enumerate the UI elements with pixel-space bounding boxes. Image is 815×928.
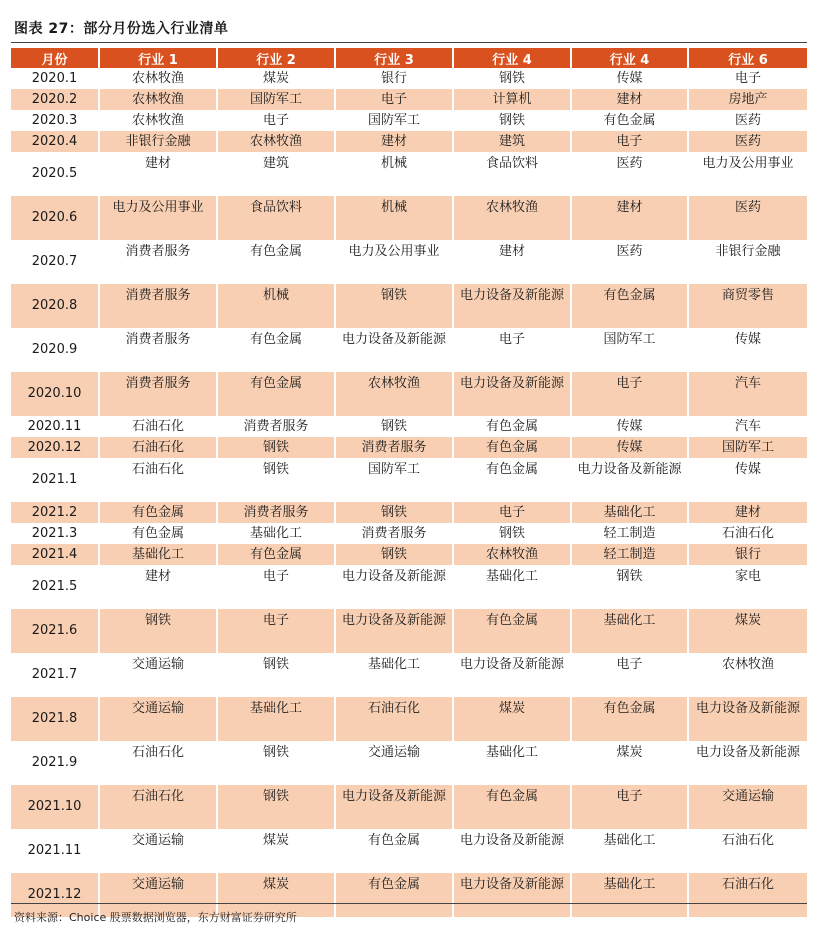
industry-cell: 机械 [336, 152, 454, 196]
industry-cell: 石油石化 [721, 526, 774, 541]
industry-cell: 有色金属 [100, 502, 218, 523]
industry-cell: 电力设备及新能源 [454, 653, 572, 697]
header-industry-3: 行业 3 [336, 48, 454, 68]
month-cell: 2020.5 [11, 152, 100, 196]
month-cell: 2021.2 [11, 502, 100, 523]
industry-cell: 石油石化 [721, 833, 774, 848]
industry-cell: 消费者服务 [100, 284, 218, 328]
month-cell: 2021.6 [11, 609, 100, 653]
industry-cell: 钢铁 [336, 416, 454, 437]
industry-cell: 石油石化 [100, 437, 218, 458]
industry-cell: 有色金属 [454, 416, 572, 437]
industry-cell: 基础化工 [572, 829, 689, 873]
header-industry-6: 行业 6 [689, 48, 807, 68]
industry-cell: 交通运输 [689, 785, 807, 829]
table-row [11, 829, 807, 873]
industry-cell: 建筑 [454, 131, 572, 152]
table-row [11, 785, 807, 829]
industry-cell: 银行 [689, 544, 807, 565]
month-cell: 2020.1 [11, 68, 100, 89]
industry-cell: 农林牧渔 [100, 68, 218, 89]
industry-cell: 交通运输 [336, 741, 454, 785]
table-row [11, 565, 807, 609]
table-row [11, 544, 807, 565]
industry-cell: 钢铁 [454, 523, 572, 544]
industry-cell: 基础化工 [572, 502, 689, 523]
industry-cell: 电子 [454, 328, 572, 372]
industry-cell: 医药 [689, 196, 807, 240]
industry-cell: 消费者服务 [100, 372, 218, 416]
table-row [11, 741, 807, 785]
industry-cell: 电力设备及新能源 [454, 873, 572, 917]
industry-cell: 基础化工 [100, 544, 218, 565]
industry-cell: 传媒 [734, 462, 761, 477]
industry-cell: 有色金属 [218, 328, 336, 372]
industry-cell: 电力及公用事业 [336, 240, 454, 284]
industry-cell: 电子 [218, 609, 336, 653]
industry-cell: 交通运输 [100, 697, 218, 741]
industry-cell: 汽车 [734, 419, 761, 434]
industry-cell: 轻工制造 [572, 523, 689, 544]
industry-cell: 电力设备及新能源 [695, 745, 800, 760]
industry-cell: 基础化工 [336, 653, 454, 697]
industry-cell: 建材 [689, 502, 807, 523]
industry-cell: 电力及公用事业 [100, 196, 218, 240]
industry-cell: 煤炭 [218, 829, 336, 873]
table-row [11, 697, 807, 741]
industry-cell: 基础化工 [218, 697, 336, 741]
month-cell: 2020.9 [11, 328, 100, 372]
industry-cell: 消费者服务 [218, 416, 336, 437]
industry-cell: 有色金属 [336, 873, 454, 917]
month-cell: 2021.8 [11, 697, 100, 741]
industry-table [11, 48, 807, 917]
industry-cell: 石油石化 [689, 873, 807, 917]
month-cell: 2020.11 [11, 416, 100, 437]
month-cell: 2020.12 [11, 437, 100, 458]
industry-cell: 汽车 [689, 372, 807, 416]
table-row [11, 609, 807, 653]
industry-cell: 交通运输 [100, 653, 218, 697]
industry-cell: 钢铁 [218, 458, 336, 502]
industry-cell: 电子 [734, 71, 761, 86]
industry-cell: 农林牧渔 [454, 196, 572, 240]
table-row [11, 328, 807, 372]
industry-cell: 国防军工 [336, 458, 454, 502]
industry-cell: 电子 [572, 785, 689, 829]
month-cell: 2020.4 [11, 131, 100, 152]
industry-cell: 机械 [336, 196, 454, 240]
industry-cell: 钢铁 [572, 565, 689, 609]
month-cell: 2021.12 [11, 873, 100, 917]
industry-cell: 有色金属 [454, 437, 572, 458]
footer-divider [11, 903, 807, 904]
industry-cell: 建材 [100, 152, 218, 196]
industry-cell: 交通运输 [100, 873, 218, 917]
industry-cell: 电子 [218, 110, 336, 131]
industry-cell: 计算机 [454, 89, 572, 110]
industry-cell: 钢铁 [336, 284, 454, 328]
header-industry-4: 行业 4 [454, 48, 572, 68]
industry-cell: 医药 [572, 152, 689, 196]
industry-cell: 轻工制造 [572, 544, 689, 565]
industry-cell: 电子 [336, 89, 454, 110]
industry-cell: 建材 [454, 240, 572, 284]
industry-cell: 消费者服务 [100, 240, 218, 284]
industry-cell: 钢铁 [454, 110, 572, 131]
industry-cell: 国防军工 [336, 110, 454, 131]
industry-cell: 石油石化 [100, 416, 218, 437]
industry-cell: 建筑 [218, 152, 336, 196]
industry-cell: 建材 [336, 131, 454, 152]
table-row [11, 68, 807, 89]
table-row [11, 131, 807, 152]
industry-cell: 非银行金融 [100, 131, 218, 152]
month-cell: 2020.10 [11, 372, 100, 416]
industry-cell: 医药 [734, 113, 761, 128]
industry-cell: 有色金属 [454, 785, 572, 829]
month-cell: 2021.10 [11, 785, 100, 829]
industry-cell: 钢铁 [218, 653, 336, 697]
table-row [11, 110, 807, 131]
month-cell: 2020.2 [11, 89, 100, 110]
industry-cell: 银行 [336, 68, 454, 89]
month-cell: 2020.3 [11, 110, 100, 131]
industry-cell: 钢铁 [336, 502, 454, 523]
header-industry-2: 行业 2 [218, 48, 336, 68]
industry-cell: 钢铁 [218, 785, 336, 829]
industry-cell: 机械 [218, 284, 336, 328]
industry-cell: 医药 [689, 131, 807, 152]
month-cell: 2021.3 [11, 523, 100, 544]
industry-cell: 钢铁 [218, 437, 336, 458]
industry-cell: 煤炭 [572, 741, 689, 785]
industry-cell: 有色金属 [572, 697, 689, 741]
industry-cell: 电力设备及新能源 [336, 785, 454, 829]
industry-cell: 电子 [218, 565, 336, 609]
month-cell: 2021.9 [11, 741, 100, 785]
industry-cell: 消费者服务 [218, 502, 336, 523]
industry-cell: 电力设备及新能源 [454, 372, 572, 416]
industry-cell: 国防军工 [572, 328, 689, 372]
industry-cell: 钢铁 [336, 544, 454, 565]
industry-cell: 农林牧渔 [218, 131, 336, 152]
industry-cell: 电力设备及新能源 [689, 697, 807, 741]
industry-cell: 商贸零售 [689, 284, 807, 328]
table-header-row [11, 48, 807, 68]
industry-cell: 有色金属 [572, 284, 689, 328]
table-row [11, 284, 807, 328]
table-row [11, 653, 807, 697]
industry-cell: 建材 [572, 196, 689, 240]
industry-cell: 钢铁 [454, 68, 572, 89]
table-row [11, 196, 807, 240]
figure-title: 图表 27：部分月份选入行业清单 [14, 21, 229, 37]
industry-cell: 基础化工 [454, 741, 572, 785]
table-row [11, 458, 807, 502]
table-row [11, 502, 807, 523]
industry-cell: 农林牧渔 [100, 110, 218, 131]
industry-cell: 石油石化 [100, 458, 218, 502]
industry-cell: 交通运输 [100, 829, 218, 873]
month-cell: 2021.7 [11, 653, 100, 697]
industry-cell: 国防军工 [689, 437, 807, 458]
title-divider [11, 42, 807, 43]
table-row [11, 372, 807, 416]
industry-cell: 煤炭 [454, 697, 572, 741]
industry-cell: 电力设备及新能源 [336, 565, 454, 609]
industry-cell: 电子 [572, 653, 689, 697]
industry-cell: 农林牧渔 [721, 657, 774, 672]
month-cell: 2020.8 [11, 284, 100, 328]
table-row [11, 240, 807, 284]
industry-cell: 消费者服务 [100, 328, 218, 372]
industry-cell: 有色金属 [218, 544, 336, 565]
industry-cell: 消费者服务 [336, 523, 454, 544]
industry-cell: 农林牧渔 [100, 89, 218, 110]
month-cell: 2021.4 [11, 544, 100, 565]
industry-cell: 电子 [572, 131, 689, 152]
industry-cell: 电力设备及新能源 [572, 458, 689, 502]
industry-cell: 电力设备及新能源 [336, 328, 454, 372]
industry-cell: 煤炭 [218, 873, 336, 917]
industry-cell: 消费者服务 [336, 437, 454, 458]
industry-cell: 煤炭 [218, 68, 336, 89]
industry-cell: 石油石化 [336, 697, 454, 741]
industry-cell: 国防军工 [218, 89, 336, 110]
header-industry-1: 行业 1 [100, 48, 218, 68]
industry-cell: 基础化工 [572, 609, 689, 653]
industry-cell: 电子 [572, 372, 689, 416]
industry-cell: 传媒 [734, 332, 761, 347]
industry-cell: 有色金属 [572, 110, 689, 131]
industry-cell: 基础化工 [572, 873, 689, 917]
industry-cell: 有色金属 [454, 609, 572, 653]
month-cell: 2021.1 [11, 458, 100, 502]
industry-cell: 电力设备及新能源 [454, 284, 572, 328]
industry-cell: 传媒 [572, 416, 689, 437]
industry-cell: 电力设备及新能源 [454, 829, 572, 873]
industry-cell: 石油石化 [100, 741, 218, 785]
month-cell: 2021.11 [11, 829, 100, 873]
industry-cell: 钢铁 [100, 609, 218, 653]
industry-cell: 有色金属 [454, 458, 572, 502]
industry-cell: 建材 [100, 565, 218, 609]
industry-cell: 非银行金融 [715, 244, 781, 259]
industry-cell: 有色金属 [218, 372, 336, 416]
industry-cell: 医药 [572, 240, 689, 284]
industry-cell: 有色金属 [336, 829, 454, 873]
industry-cell: 建材 [572, 89, 689, 110]
month-cell: 2020.6 [11, 196, 100, 240]
table-row [11, 437, 807, 458]
industry-cell: 电力设备及新能源 [336, 609, 454, 653]
industry-cell: 农林牧渔 [336, 372, 454, 416]
industry-cell: 有色金属 [218, 240, 336, 284]
industry-cell: 基础化工 [454, 565, 572, 609]
header-industry-5: 行业 4 [572, 48, 689, 68]
table-row [11, 152, 807, 196]
header-month: 月份 [11, 48, 100, 68]
industry-cell: 电子 [454, 502, 572, 523]
industry-cell: 家电 [734, 569, 761, 584]
table-row [11, 416, 807, 437]
industry-cell: 石油石化 [100, 785, 218, 829]
industry-cell: 农林牧渔 [454, 544, 572, 565]
industry-cell: 煤炭 [689, 609, 807, 653]
industry-cell: 传媒 [572, 68, 689, 89]
industry-cell: 食品饮料 [218, 196, 336, 240]
month-cell: 2021.5 [11, 565, 100, 609]
table-row [11, 89, 807, 110]
month-cell: 2020.7 [11, 240, 100, 284]
industry-cell: 基础化工 [218, 523, 336, 544]
industry-cell: 食品饮料 [454, 152, 572, 196]
industry-cell: 有色金属 [100, 523, 218, 544]
industry-cell: 传媒 [572, 437, 689, 458]
industry-cell: 钢铁 [218, 741, 336, 785]
industry-cell: 房地产 [689, 89, 807, 110]
source-note: 资料来源：Choice 股票数据浏览器，东方财富证券研究所 [14, 911, 297, 924]
table-row [11, 523, 807, 544]
industry-cell: 电力及公用事业 [702, 156, 794, 171]
